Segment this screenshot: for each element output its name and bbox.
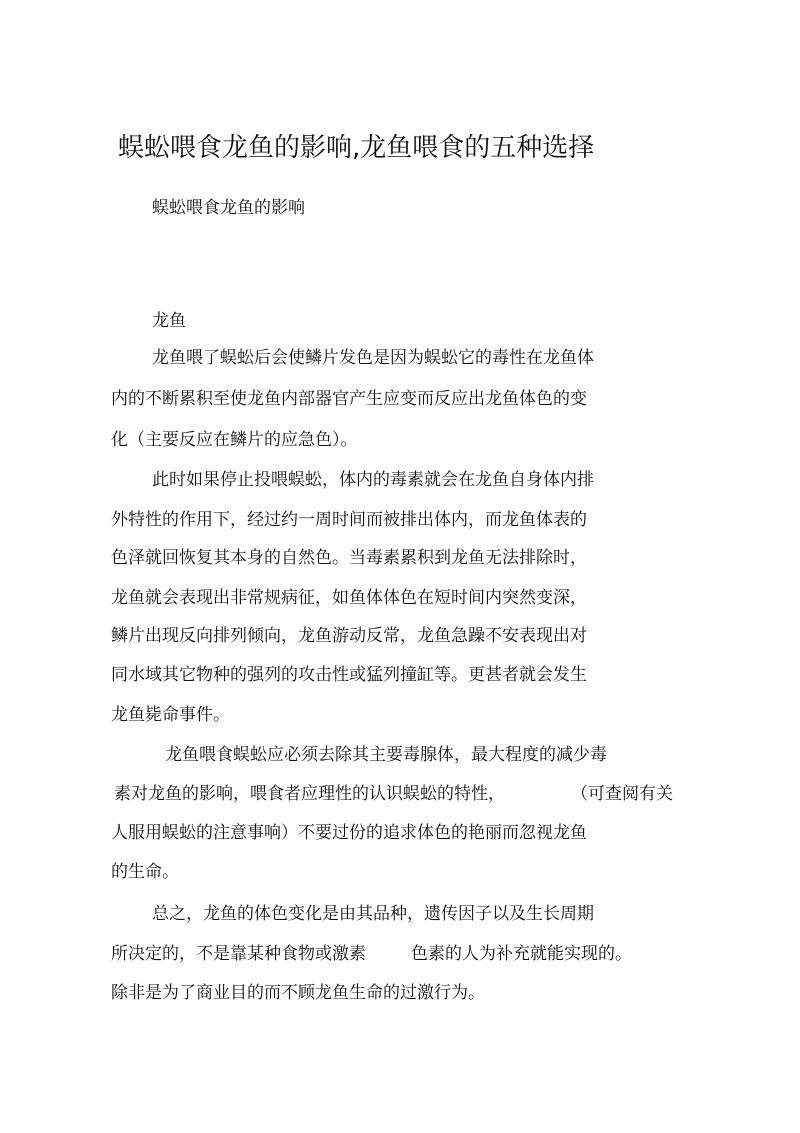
subtitle: 蜈蚣喂食龙鱼的影响 <box>152 198 305 218</box>
paragraph-line: 的生命。 <box>111 862 179 882</box>
paragraph-line: （可查阅有关 <box>571 784 673 804</box>
paragraph-line: 龙鱼喂食蜈蚣应必须去除其主要毒腺体，最大程度的减少毒 <box>165 745 607 765</box>
paragraph-line: 龙鱼就会表现出非常规病征，如鱼体体色在短时间内突然变深， <box>111 588 587 608</box>
paragraph-line: 同水域其它物种的强列的攻击性或猛列撞缸等。更甚者就会发生 <box>111 665 587 685</box>
paragraph-line: 色素的人为补充就能实现的。 <box>411 944 632 964</box>
document-title: 蜈蚣喂食龙鱼的影响,龙鱼喂食的五种选择 <box>118 133 595 163</box>
paragraph-line: 色泽就回恢复其本身的自然色。当毒素累积到龙鱼无法排除时， <box>111 548 587 568</box>
paragraph-line: 除非是为了商业目的而不顾龙鱼生命的过激行为。 <box>111 983 485 1003</box>
paragraph-line: 总之，龙鱼的体色变化是由其品种，遗传因子以及生长周期 <box>152 904 594 924</box>
paragraph-line: 人服用蜈蚣的注意事响）不要过份的追求体色的艳丽而忽视龙鱼 <box>111 823 587 843</box>
paragraph-line: 此时如果停止投喂蜈蚣，体内的毒素就会在龙鱼自身体内排 <box>152 470 594 490</box>
section-heading: 龙鱼 <box>152 311 186 331</box>
paragraph-line: 素对龙鱼的影响，喂食者应理性的认识蜈蚣的特性， <box>114 784 505 804</box>
paragraph-line: 鳞片出现反向排列倾向，龙鱼游动反常，龙鱼急躁不安表现出对 <box>111 626 587 646</box>
paragraph-line: 内的不断累积至使龙鱼内部器官产生应变而反应出龙鱼体色的变 <box>111 389 587 409</box>
paragraph-line: 化（主要反应在鳞片的应急色）。 <box>111 430 358 450</box>
paragraph-line: 所决定的，不是靠某种食物或激素 <box>111 944 366 964</box>
paragraph-line: 龙鱼喂了蜈蚣后会使鳞片发色是因为蜈蚣它的毒性在龙鱼体 <box>152 348 594 368</box>
paragraph-line: 外特性的作用下，经过约一周时间而被排出体内，而龙鱼体表的 <box>111 510 587 530</box>
paragraph-line: 龙鱼毙命事件。 <box>111 705 230 725</box>
